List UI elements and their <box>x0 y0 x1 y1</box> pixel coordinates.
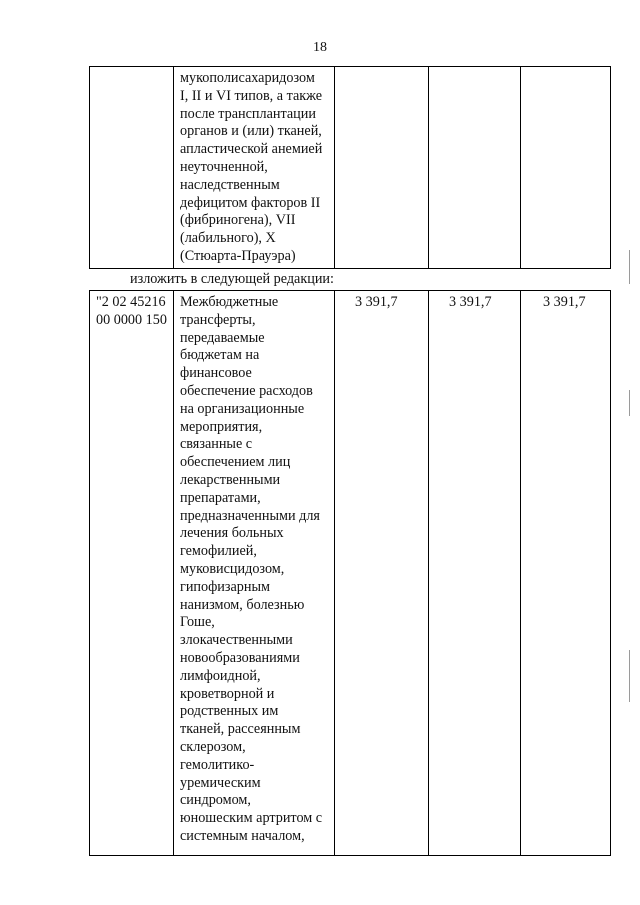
budget-code-line: "2 02 45216 <box>96 294 166 310</box>
table-bottom-col-divider-1 <box>173 290 174 856</box>
description-line: органов и (или) тканей, <box>180 123 322 140</box>
table-top-col-divider-2 <box>334 66 335 269</box>
scan-edge-mark <box>629 390 630 416</box>
table-top-col-divider-3 <box>428 66 429 269</box>
description-line: новообразованиями <box>180 649 300 666</box>
description-line: (Стюарта-Прауэра) <box>180 247 296 264</box>
description-line: связанные с <box>180 436 253 453</box>
description-line: гипофизарным <box>180 578 270 595</box>
description-line: апластической анемией <box>180 141 323 158</box>
description-line: препаратами, <box>180 489 261 506</box>
description-line: муковисцидозом, <box>180 560 285 577</box>
table-top-border-top <box>89 66 611 67</box>
scan-edge-mark <box>629 650 630 702</box>
table-top-border-left <box>89 66 90 269</box>
budget-code-line: 00 0000 150 <box>96 311 167 328</box>
description-line: передаваемые <box>180 329 265 346</box>
table-bottom-border-right <box>610 290 611 856</box>
description-line: тканей, рассеянным <box>180 721 301 738</box>
table-bottom-col-divider-4 <box>520 290 521 856</box>
table-bottom-border-top <box>89 290 611 291</box>
description-line: нанизмом, болезнью <box>180 596 305 613</box>
table-bottom-col-divider-2 <box>334 290 335 856</box>
description-line: склерозом, <box>180 738 246 755</box>
table-top-description-cell <box>180 70 322 266</box>
description-line: наследственным <box>180 176 280 193</box>
description-line: системным началом, <box>180 827 305 844</box>
description-line: синдромом, <box>180 792 251 809</box>
description-line: (лабильного), X <box>180 230 276 247</box>
description-line: дефицитом факторов II <box>180 194 321 211</box>
description-line: родственных им <box>180 703 279 720</box>
description-line: лимфоидной, <box>180 667 261 684</box>
description-line: (фибриногена), VII <box>180 212 296 229</box>
description-line: кроветворной и <box>180 685 275 702</box>
description-line: неуточненной, <box>180 158 268 175</box>
description-line: трансферты, <box>180 311 256 328</box>
description-line: на организационные <box>180 400 305 417</box>
description-line: I, II и VI типов, а также <box>180 87 323 104</box>
description-line: гемолитико- <box>180 756 255 773</box>
budget-code-cell <box>96 294 167 330</box>
table-bottom-col-divider-3 <box>428 290 429 856</box>
description-line: гемофилией, <box>180 543 257 560</box>
scan-edge-mark <box>629 250 630 284</box>
table-bottom-description-cell <box>180 294 322 846</box>
table-top-border-bottom <box>89 268 611 269</box>
description-line: Гоше, <box>180 614 215 631</box>
description-line: после трансплантации <box>180 105 316 122</box>
description-line: уремическим <box>180 774 261 791</box>
description-line: обеспечение расходов <box>180 382 313 399</box>
instruction-text: изложить в следующей редакции: <box>130 271 334 287</box>
description-line: злокачественными <box>180 632 293 649</box>
description-line: мероприятия, <box>180 418 263 435</box>
table-top-border-right <box>610 66 611 269</box>
amount-cell-3: 3 391,7 <box>543 294 586 310</box>
page-number: 18 <box>313 40 327 55</box>
description-line: лечения больных <box>180 525 284 542</box>
table-bottom-border-left <box>89 290 90 856</box>
table-top-col-divider-4 <box>520 66 521 269</box>
table-bottom-border-bottom <box>89 855 611 856</box>
description-line: юношеским артритом с <box>180 810 323 827</box>
description-line: предназначенными для <box>180 507 320 524</box>
description-line: мукополисахаридозом <box>180 70 315 86</box>
description-line: финансовое <box>180 365 252 382</box>
description-line: лекарственными <box>180 471 281 488</box>
table-top-col-divider-1 <box>173 66 174 269</box>
amount-cell-1: 3 391,7 <box>355 294 398 310</box>
description-line: обеспечением лиц <box>180 454 291 471</box>
amount-cell-2: 3 391,7 <box>449 294 492 310</box>
description-line: Межбюджетные <box>180 294 279 310</box>
description-line: бюджетам на <box>180 347 260 364</box>
